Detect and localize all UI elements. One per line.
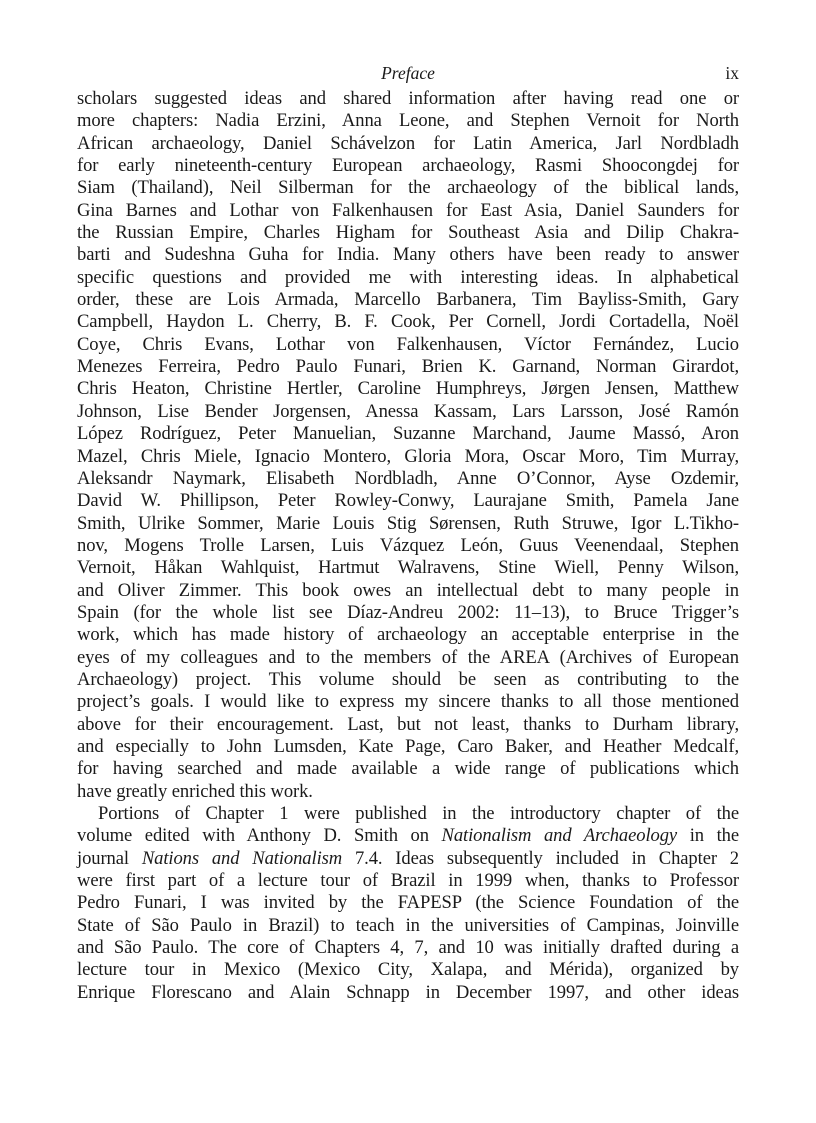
page-number: ix <box>725 63 739 83</box>
text-segment: eyes of my colleagues and to the members of the AREA (Archives of European <box>77 646 739 668</box>
running-head <box>77 58 739 88</box>
text-segment: Campbell, Haydon L. Cherry, B. F. Cook, Per Cornell, Jordi Cortadella, Noël <box>77 311 739 333</box>
text-line <box>77 580 739 602</box>
text-line <box>77 289 739 311</box>
text-segment: López Rodríguez, Peter Manuelian, Suzanne Marchand, Jaume Massó, Aron <box>77 423 739 445</box>
text-segment: scholars suggested ideas and shared information after having read one or <box>77 88 739 109</box>
running-head-title: Preface <box>381 63 435 83</box>
text-segment: African archaeology, Daniel Schávelzon for Latin America, Jarl Nordbladh <box>77 132 739 154</box>
text-segment: Archaeology) project. This volume should be seen as contributing to the <box>77 668 739 690</box>
text-line <box>77 937 739 959</box>
text-segment: work, which has made history of archaeology an acceptable enterprise in the <box>77 624 739 646</box>
text-segment: for having searched and made available a wide range of publications which <box>77 758 739 780</box>
text-line <box>77 535 739 557</box>
text-segment: above for their encouragement. Last, but not least, thanks to Durham library, <box>77 713 739 735</box>
text-line <box>77 356 739 378</box>
text-segment: were first part of a lecture tour of Brazil in 1999 when, thanks to Professor <box>77 870 739 892</box>
text-line <box>77 200 739 222</box>
text-line <box>77 334 739 356</box>
text-segment: Enrique Florescano and Alain Schnapp in December 1997, and other ideas <box>77 981 739 1003</box>
text-line <box>77 602 739 624</box>
text-segment: volume edited with Anthony D. Smith on <box>77 825 442 847</box>
text-line <box>77 736 739 758</box>
text-segment: Siam (Thailand), Neil Silberman for the archaeology of the biblical lands, <box>77 177 739 199</box>
text-line <box>77 222 739 244</box>
text-line <box>77 378 739 400</box>
text-line <box>77 669 739 691</box>
text-line <box>77 647 739 669</box>
text-line <box>77 781 739 803</box>
text-segment: have greatly enriched this work. <box>77 780 313 802</box>
text-segment: Vernoit, Håkan Wahlquist, Hartmut Walravens, Stine Wiell, Penny Wilson, <box>77 557 739 579</box>
text-line <box>77 982 739 1004</box>
text-segment: nov, Mogens Trolle Larsen, Luis Vázquez León, Guus Veenendaal, Stephen <box>77 534 739 556</box>
italic-title: Nationalism and Archaeology <box>441 825 678 847</box>
text-segment: Smith, Ulrike Sommer, Marie Louis Stig Sørensen, Ruth Struwe, Igor L.Tikho- <box>77 512 739 534</box>
text-segment: order, these are Lois Armada, Marcello Barbanera, Tim Bayliss-Smith, Gary <box>77 289 739 311</box>
text-segment: Pedro Funari, I was invited by the FAPESP (the Science Foundation of the <box>77 892 739 914</box>
text-line <box>77 624 739 646</box>
text-segment: and especially to John Lumsden, Kate Page, Caro Baker, and Heather Medcalf, <box>77 735 739 757</box>
text-segment: Menezes Ferreira, Pedro Paulo Funari, Brien K. Garnand, Norman Girardot, <box>77 356 739 378</box>
text-segment: journal <box>77 847 142 869</box>
text-line <box>77 803 739 825</box>
text-segment: project’s goals. I would like to express my sincere thanks to all those mentioned <box>77 691 739 713</box>
text-line <box>77 110 739 132</box>
text-segment: in the <box>677 825 739 847</box>
text-line <box>77 870 739 892</box>
text-segment: Gina Barnes and Lothar von Falkenhausen for East Asia, Daniel Saunders for <box>77 199 739 221</box>
text-segment: specific questions and provided me with interesting ideas. In alphabetical <box>77 266 739 288</box>
text-segment: Mazel, Chris Miele, Ignacio Montero, Gloria Mora, Oscar Moro, Tim Murray, <box>77 445 739 467</box>
text-segment: lecture tour in Mexico (Mexico City, Xalapa, and Mérida), organized by <box>77 959 739 981</box>
text-line <box>77 267 739 289</box>
text-segment: Chris Heaton, Christine Hertler, Caroline Humphreys, Jørgen Jensen, Matthew <box>77 378 739 400</box>
text-segment: the Russian Empire, Charles Higham for Southeast Asia and Dilip Chakra- <box>77 222 739 244</box>
body-text <box>77 88 739 1004</box>
paragraph <box>77 88 739 803</box>
text-line <box>77 244 739 266</box>
text-segment: David W. Phillipson, Peter Rowley-Conwy, Laurajane Smith, Pamela Jane <box>77 490 739 512</box>
text-line <box>77 401 739 423</box>
book-page <box>77 58 739 1004</box>
text-line <box>77 758 739 780</box>
text-segment: State of São Paulo in Brazil) to teach in the universities of Campinas, Joinville <box>77 914 739 936</box>
text-line <box>77 133 739 155</box>
text-segment: Johnson, Lise Bender Jorgensen, Anessa Kassam, Lars Larsson, José Ramón <box>77 400 739 422</box>
text-line <box>77 423 739 445</box>
text-segment: for early nineteenth-century European archaeology, Rasmi Shoocongdej for <box>77 155 739 177</box>
text-segment: barti and Sudeshna Guha for India. Many others have been ready to answer <box>77 244 739 266</box>
italic-title: Nations and Nationalism <box>141 847 343 869</box>
text-line <box>77 468 739 490</box>
text-line <box>77 892 739 914</box>
text-line <box>77 513 739 535</box>
text-line <box>77 557 739 579</box>
text-segment: 7.4. Ideas subsequently included in Chapter 2 <box>342 847 739 869</box>
text-segment: Portions of Chapter 1 were published in the introductory chapter of the <box>98 803 739 824</box>
text-line <box>77 714 739 736</box>
text-segment: more chapters: Nadia Erzini, Anna Leone, and Stephen Vernoit for North <box>77 110 739 132</box>
text-line <box>77 88 739 110</box>
text-line <box>77 691 739 713</box>
text-line <box>77 915 739 937</box>
text-line <box>77 177 739 199</box>
text-segment: Spain (for the whole list see Díaz-Andreu 2002: 11–13), to Bruce Trigger’s <box>77 601 739 623</box>
text-line <box>77 825 739 847</box>
text-segment: and São Paulo. The core of Chapters 4, 7, and 10 was initially drafted during a <box>77 937 739 959</box>
text-line <box>77 490 739 512</box>
text-line <box>77 155 739 177</box>
text-line <box>77 848 739 870</box>
text-line <box>77 959 739 981</box>
text-segment: Aleksandr Naymark, Elisabeth Nordbladh, Anne O’Connor, Ayse Ozdemir, <box>77 467 739 489</box>
text-segment: and Oliver Zimmer. This book owes an intellectual debt to many people in <box>77 579 739 601</box>
text-line <box>77 311 739 333</box>
text-line <box>77 446 739 468</box>
text-segment: Coye, Chris Evans, Lothar von Falkenhausen, Víctor Fernández, Lucio <box>77 333 739 355</box>
paragraph <box>77 803 739 1004</box>
